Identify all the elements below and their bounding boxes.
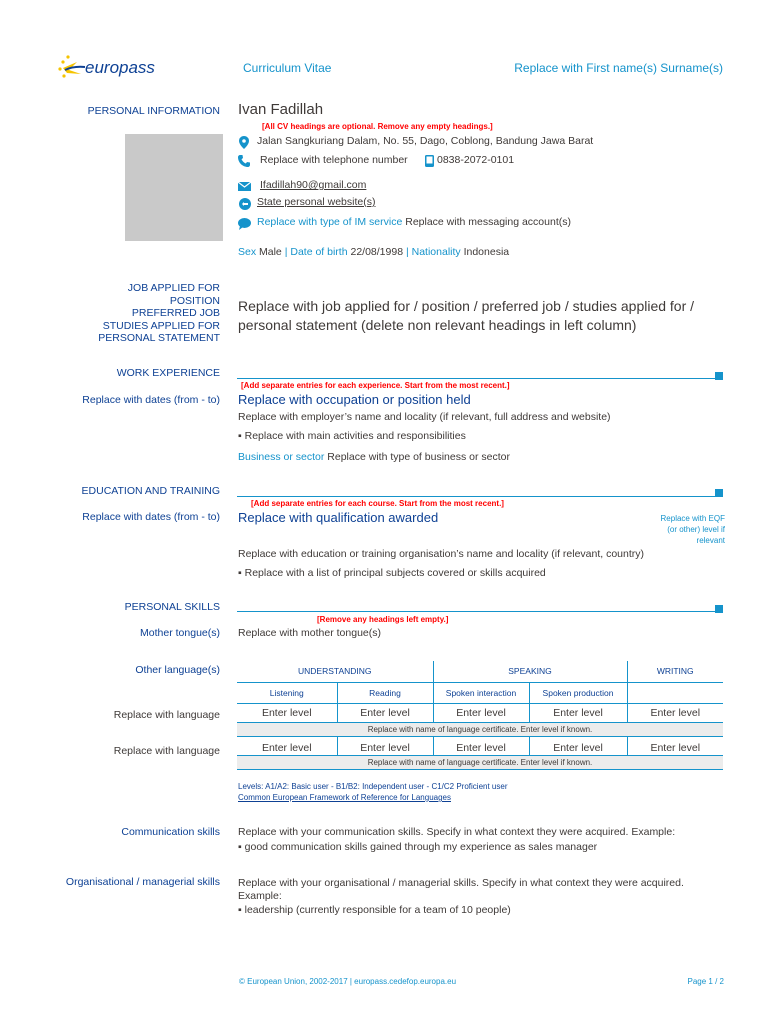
job-heading-line: JOB APPLIED FOR bbox=[127, 282, 220, 294]
communication-text: Replace with your communication skills. Specify in what context they were acquired. Example: bbox=[238, 826, 676, 838]
mobile: 0838-2072-0101 bbox=[437, 154, 515, 166]
communication-label: Communication skills bbox=[121, 826, 220, 838]
writing-header: WRITING bbox=[627, 661, 723, 682]
work-divider-end bbox=[715, 372, 723, 380]
sex-value: Male bbox=[259, 246, 282, 258]
education-heading: EDUCATION AND TRAINING bbox=[81, 485, 220, 497]
header-name: Replace with First name(s) Surname(s) bbox=[514, 61, 723, 75]
spoken-production-header: Spoken production bbox=[529, 682, 627, 703]
listening-header: Listening bbox=[237, 682, 337, 703]
language-row-label: Replace with language bbox=[113, 709, 220, 721]
reading-header: Reading bbox=[337, 682, 433, 703]
website-icon bbox=[239, 198, 251, 210]
phone-icon bbox=[238, 155, 250, 167]
eqf-line: Replace with EQF bbox=[660, 514, 725, 523]
education-divider bbox=[237, 496, 723, 497]
im-line bbox=[257, 216, 571, 228]
organisational-label: Organisational / managerial skills bbox=[65, 876, 220, 888]
certificate-cell: Replace with name of language certificate. Enter level if known. bbox=[237, 722, 723, 736]
job-heading-line: POSITION bbox=[169, 294, 220, 307]
education-qualification: Replace with qualification awarded bbox=[238, 510, 439, 525]
education-subjects: ▪ Replace with a list of principal subjects covered or skills acquired bbox=[238, 567, 546, 579]
separator: | bbox=[405, 246, 409, 258]
level-cell: Enter level bbox=[433, 703, 529, 722]
level-cell: Enter level bbox=[337, 703, 433, 722]
table-row bbox=[237, 703, 723, 722]
im-account: Replace with messaging account(s) bbox=[405, 216, 571, 228]
communication-example: ▪ good communication skills gained through my experience as sales manager bbox=[238, 841, 598, 853]
business-value: Replace with type of business or sector bbox=[327, 451, 510, 463]
work-note: [Add separate entries for each experience. Start from the most recent.] bbox=[241, 381, 510, 390]
education-dates: Replace with dates (from - to) bbox=[82, 511, 220, 523]
eqf-level bbox=[661, 513, 725, 546]
level-cell: Enter level bbox=[237, 703, 337, 722]
table-group-row bbox=[237, 661, 723, 682]
work-employer: Replace with employer’s name and locality (if relevant, full address and website) bbox=[238, 411, 611, 423]
work-heading: WORK EXPERIENCE bbox=[116, 367, 220, 379]
work-dates: Replace with dates (from - to) bbox=[82, 394, 220, 406]
job-heading bbox=[70, 282, 220, 345]
page-number: Page 1 / 2 bbox=[687, 977, 724, 986]
level-cell: Enter level bbox=[433, 736, 529, 755]
telephone: Replace with telephone number bbox=[260, 154, 408, 166]
level-cell: Enter level bbox=[237, 736, 337, 755]
work-activities: ▪ Replace with main activities and responsibilities bbox=[238, 430, 466, 442]
full-name: Ivan Fadillah bbox=[238, 101, 324, 118]
nationality-value: Indonesia bbox=[463, 246, 510, 258]
location-icon bbox=[239, 136, 249, 149]
certificate-row bbox=[237, 722, 723, 736]
organisational-text-cont: Example: bbox=[238, 890, 282, 902]
job-heading-line: PERSONAL STATEMENT bbox=[98, 332, 220, 344]
business-label: Business or sector bbox=[238, 451, 325, 463]
chat-icon bbox=[238, 218, 251, 230]
organisational-text: Replace with your organisational / managerial skills. Specify in what context they were acquired. bbox=[238, 877, 684, 889]
skills-divider-end bbox=[715, 605, 723, 613]
cefr-link[interactable]: Common European Framework of Reference for Languages bbox=[238, 793, 451, 802]
mother-tongue-label: Mother tongue(s) bbox=[140, 627, 220, 639]
website-link[interactable]: State personal website(s) bbox=[257, 196, 376, 208]
understanding-header: UNDERSTANDING bbox=[237, 661, 433, 682]
certificate-row bbox=[237, 755, 723, 769]
other-languages-label: Other language(s) bbox=[135, 664, 220, 676]
job-heading-line: STUDIES APPLIED FOR bbox=[102, 319, 220, 332]
level-cell: Enter level bbox=[337, 736, 433, 755]
job-heading-line: PREFERRED JOB bbox=[131, 307, 220, 319]
im-type: Replace with type of IM service bbox=[257, 216, 403, 228]
work-occupation: Replace with occupation or position held bbox=[238, 392, 471, 407]
stars-icon bbox=[55, 52, 89, 82]
logo-text: europass bbox=[85, 58, 155, 77]
email-icon bbox=[238, 182, 251, 191]
europass-logo bbox=[55, 52, 165, 82]
organisational-example: ▪ leadership (currently responsible for a team of 10 people) bbox=[238, 904, 511, 916]
dob-label: Date of birth bbox=[290, 246, 348, 258]
skills-divider bbox=[237, 611, 723, 612]
level-cell: Enter level bbox=[627, 736, 723, 755]
email-link[interactable]: Ifadillah90@gmail.com bbox=[260, 179, 367, 191]
job-statement: Replace with job applied for / position / preferred job / studies applied for / personal statement (delete non relevant headings in left column) bbox=[238, 298, 695, 333]
doc-title: Curriculum Vitae bbox=[243, 61, 332, 75]
separator: | bbox=[284, 246, 288, 258]
education-organisation: Replace with education or training organisation’s name and locality (if relevant, country) bbox=[238, 548, 645, 560]
speaking-header: SPEAKING bbox=[433, 661, 627, 682]
level-cell: Enter level bbox=[529, 703, 627, 722]
table-row bbox=[237, 736, 723, 755]
photo-placeholder bbox=[125, 134, 223, 241]
work-divider bbox=[237, 378, 723, 379]
demographics-line bbox=[238, 246, 509, 258]
skills-heading: PERSONAL SKILLS bbox=[124, 601, 220, 613]
level-cell: Enter level bbox=[627, 703, 723, 722]
eqf-line: relevant bbox=[696, 536, 725, 545]
work-business-line bbox=[238, 451, 510, 463]
mobile-icon bbox=[425, 155, 434, 167]
education-note: [Add separate entries for each course. Start from the most recent.] bbox=[251, 499, 504, 508]
level-cell: Enter level bbox=[529, 736, 627, 755]
personal-info-heading: PERSONAL INFORMATION bbox=[87, 105, 220, 117]
skills-note: [Remove any headings left empty.] bbox=[317, 615, 449, 624]
eqf-line: (or other) level if bbox=[667, 525, 725, 534]
address: Jalan Sangkuriang Dalam, No. 55, Dago, Coblong, Bandung Jawa Barat bbox=[257, 135, 594, 147]
footer-copyright: © European Union, 2002-2017 | europass.cedefop.europa.eu bbox=[239, 977, 457, 986]
language-row-label: Replace with language bbox=[113, 745, 220, 757]
certificate-cell: Replace with name of language certificate. Enter level if known. bbox=[237, 755, 723, 769]
spoken-interaction-header: Spoken interaction bbox=[433, 682, 529, 703]
education-divider-end bbox=[715, 489, 723, 497]
mother-tongue-value: Replace with mother tongue(s) bbox=[238, 627, 381, 639]
nationality-label: Nationality bbox=[411, 246, 461, 258]
table-subhead-row bbox=[237, 682, 723, 703]
personal-note: [All CV headings are optional. Remove any empty headings.] bbox=[262, 122, 493, 131]
dob-value: 22/08/1998 bbox=[350, 246, 404, 258]
language-table bbox=[237, 661, 723, 770]
levels-note: Levels: A1/A2: Basic user - B1/B2: Independent user - C1/C2 Proficient user bbox=[238, 782, 508, 791]
sex-label: Sex bbox=[238, 246, 257, 258]
